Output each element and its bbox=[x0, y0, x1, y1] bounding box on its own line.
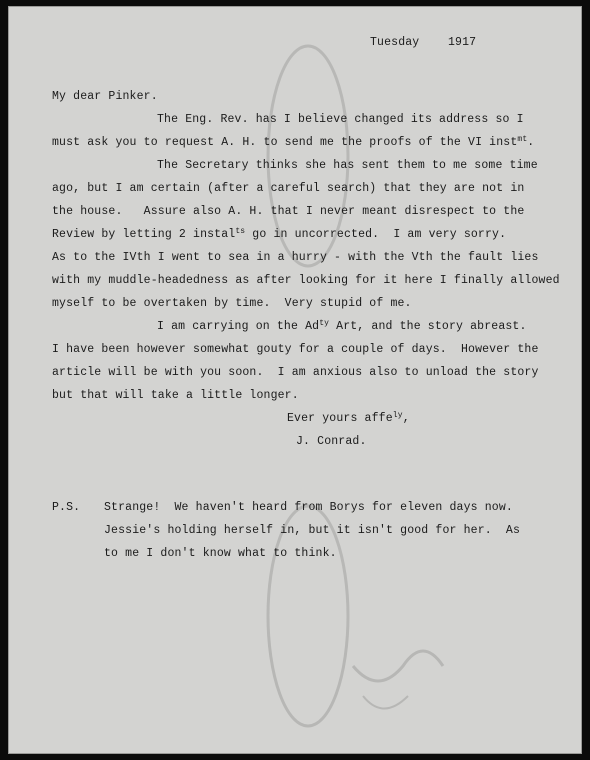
ps-line-1: Strange! We haven't heard from Borys for eleven days now. bbox=[104, 501, 513, 514]
ps-line-2: Jessie's holding herself in, but it isn't good for her. As bbox=[104, 524, 521, 537]
salutation: My dear Pinker. bbox=[52, 90, 158, 103]
date-year: 1917 bbox=[448, 36, 477, 49]
body-line-6: Review by letting 2 instal$^{ts}$ go in uncorrected. I am very sorry. bbox=[52, 227, 507, 241]
ps-label: P.S. bbox=[52, 501, 81, 514]
letter-page bbox=[8, 6, 582, 754]
body-line-10: I am carrying on the $Ad^{ty}$ Art, and the story abreast. bbox=[157, 319, 527, 333]
date-day: Tuesday bbox=[370, 36, 420, 49]
body-line-3: The Secretary thinks she has sent them to me some time bbox=[157, 159, 538, 172]
body-line-12: article will be with you soon. I am anxious also to unload the story bbox=[52, 366, 539, 379]
body-line-8: with my muddle-headedness as after looking for it here I finally allowed bbox=[52, 274, 560, 287]
ps-line-3: to me I don't know what to think. bbox=[104, 547, 337, 560]
body-line-7: As to the IVth I went to sea in a hurry - with the Vth the fault lies bbox=[52, 251, 539, 264]
body-line-4: ago, but I am certain (after a careful search) that they are not in bbox=[52, 182, 525, 195]
body-line-11: I have been however somewhat gouty for a couple of days. However the bbox=[52, 343, 539, 356]
signature: J. Conrad. bbox=[296, 435, 367, 448]
body-line-9: myself to be overtaken by time. Very stupid of me. bbox=[52, 297, 412, 310]
body-line-1: The Eng. Rev. has I believe changed its address so I bbox=[157, 113, 524, 126]
closing: Ever yours affe$^{ly}$, bbox=[287, 411, 410, 425]
body-line-2: must ask you to request A. H. to send me the proofs of the VI inst$^{mt}$. bbox=[52, 135, 535, 149]
body-line-13: but that will take a little longer. bbox=[52, 389, 299, 402]
body-line-5: the house. Assure also A. H. that I never meant disrespect to the bbox=[52, 205, 525, 218]
